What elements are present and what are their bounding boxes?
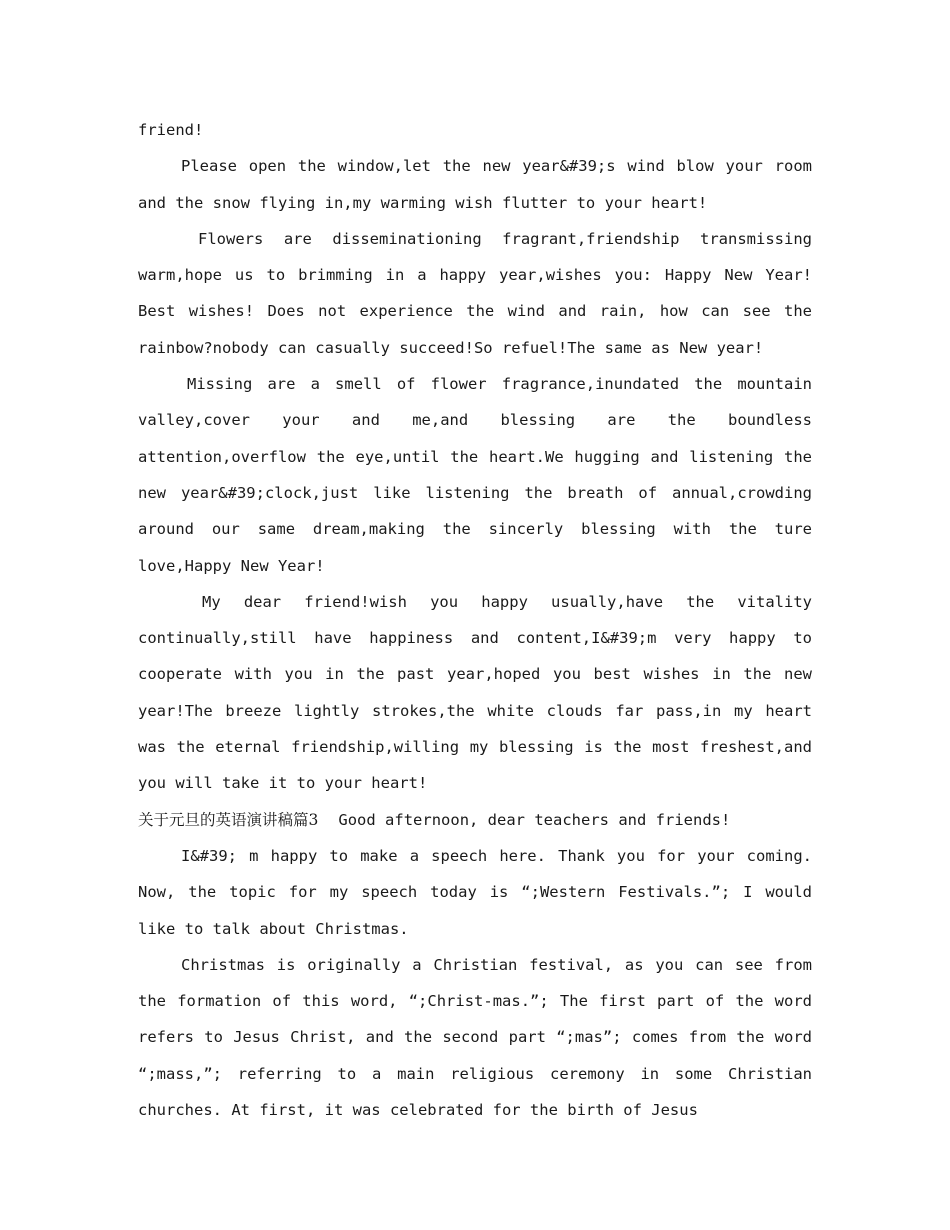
paragraph-6: I&#39; m happy to make a speech here. Thank you for your coming. Now, the topic for my speech today is “;Western Festivals.”; I would like to talk about Christmas.	[138, 846, 812, 938]
paragraph-3: Flowers are disseminationing fragrant,friendship transmissing warm,hope us to brimming in a happy year,wishes you: Happy New Year! Best wishes! Does not experience the wind and rain, how can see the rainbow?nobody can casually succeed!So refuel!The same as New year!	[138, 229, 812, 357]
paragraph-5: My dear friend!wish you happy usually,have the vitality continually,still have happiness and content,I&#39;m very happy to cooperate with you in the past year,hoped you best wishes in the new year!The breeze lightly strokes,the white clouds far pass,in my heart was the eternal friendship,willing my blessing is the most freshest,and you will take it to your heart!	[138, 592, 812, 793]
paragraph-7: Christmas is originally a Christian festival, as you can see from the formation of this word, “;Christ-mas.”; The first part of the word refers to Jesus Christ, and the second part “;mas”; comes from the word “;mass,”; referring to a main religious ceremony in some Christian churches. At first, it was celebrated for the birth of Jesus	[138, 955, 812, 1120]
paragraph-1: friend!	[138, 121, 204, 139]
section-greeting: Good afternoon, dear teachers and friends!	[338, 810, 731, 829]
paragraph-2: Please open the window,let the new year&#39;s wind blow your room and the snow flying in,my warming wish flutter to your heart!	[138, 157, 812, 212]
section-title: 关于元旦的英语演讲稿篇3	[138, 810, 319, 829]
document-body	[138, 112, 812, 1128]
section-heading	[138, 802, 812, 838]
paragraph-4: Missing are a smell of flower fragrance,inundated the mountain valley,cover your and me,and blessing are the boundless attention,overflow the eye,until the heart.We hugging and listening the new year&#39;clock,just like listening the breath of annual,crowding around our same dream,making the sincerly blessing with the ture love,Happy New Year!	[138, 375, 812, 575]
